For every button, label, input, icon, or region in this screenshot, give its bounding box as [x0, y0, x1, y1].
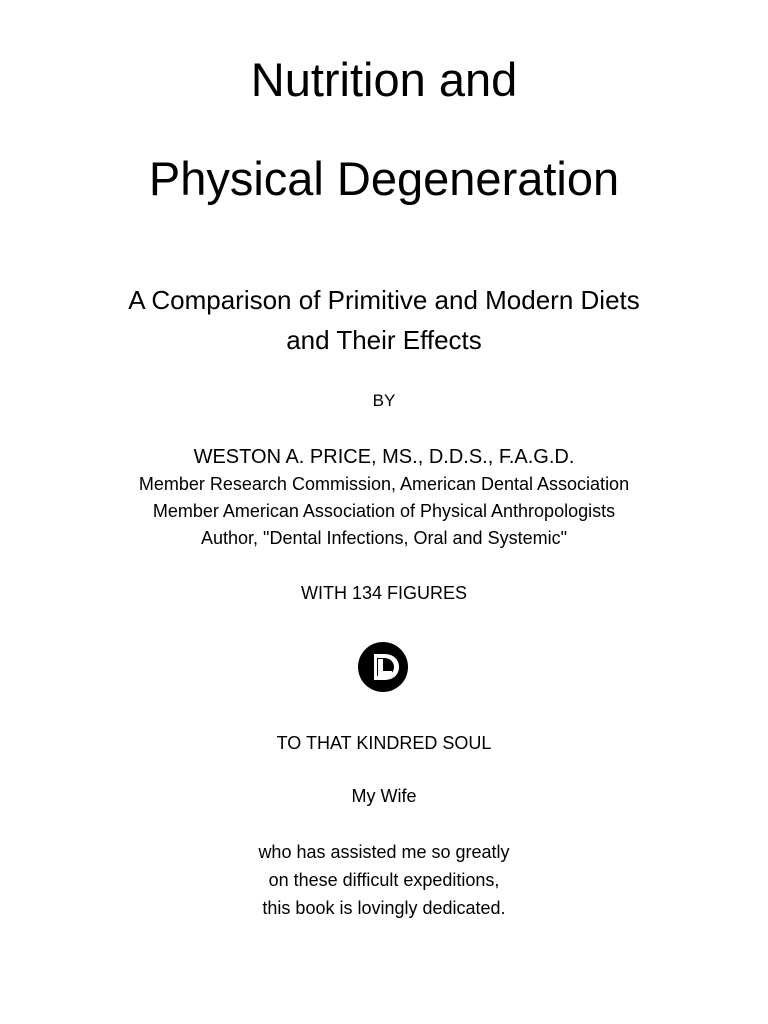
dedication-line: on these difficult expeditions,: [268, 870, 500, 890]
dedication-recipient: My Wife: [351, 786, 417, 806]
by-label: BY: [372, 391, 396, 410]
author-credential: Member Research Commission, American Dental Association: [138, 474, 630, 494]
author-name: WESTON A. PRICE, MS., D.D.S., F.A.G.D.: [193, 446, 575, 468]
subtitle-line-2: and Their Effects: [286, 325, 482, 355]
publisher-logo-icon: [358, 642, 408, 692]
author-credential: Author, "Dental Infections, Oral and Systemic": [201, 528, 567, 548]
figures-note: WITH 134 FIGURES: [300, 583, 468, 603]
dedication-heading: TO THAT KINDRED SOUL: [276, 733, 492, 753]
book-title-line-1: Nutrition and: [250, 53, 518, 106]
dedication-line: this book is lovingly dedicated.: [262, 898, 506, 918]
book-title-line-2: Physical Degeneration: [148, 152, 620, 205]
author-credential: Member American Association of Physical Anthropologists: [152, 501, 616, 521]
dedication-line: who has assisted me so greatly: [258, 842, 510, 862]
subtitle-line-1: A Comparison of Primitive and Modern Diets: [128, 285, 640, 315]
